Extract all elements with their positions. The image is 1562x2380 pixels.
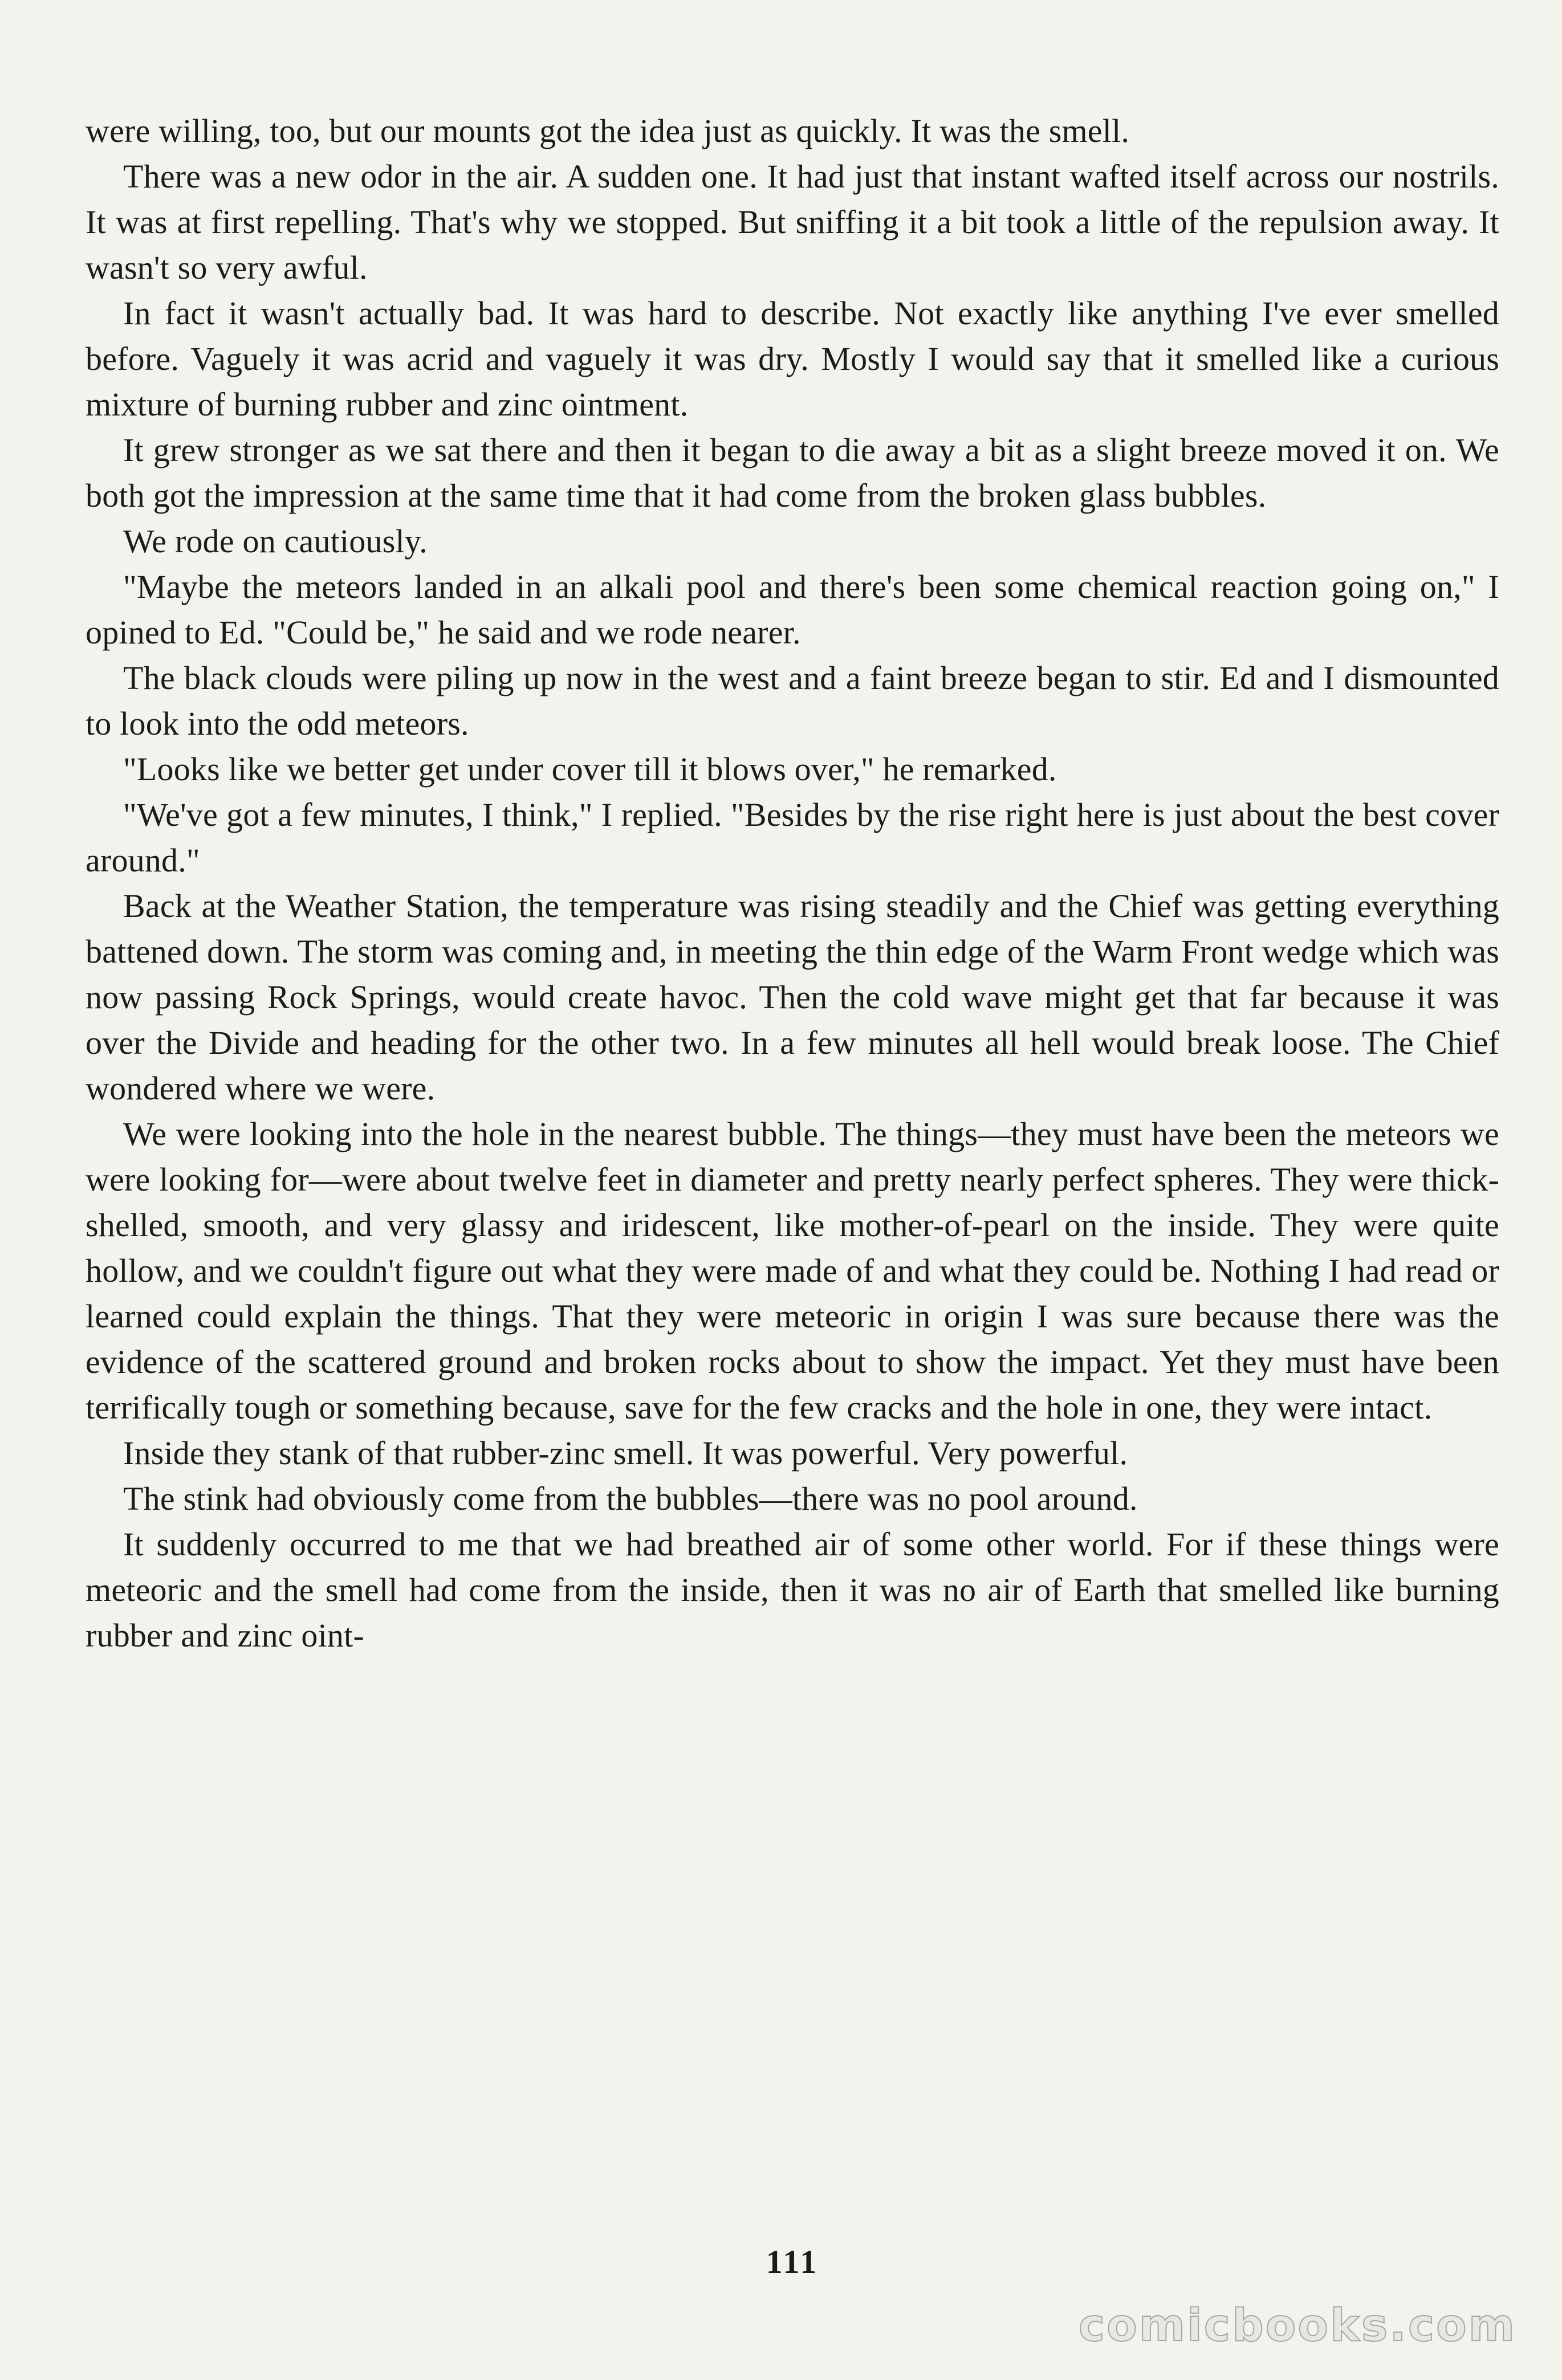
page-number: 111 <box>766 2243 819 2280</box>
paragraph: It suddenly occurred to me that we had breathed air of some other world. For if these things were meteoric and the smell had come from the inside, then it was no air of Earth that smelled like burning rubber and zinc oint- <box>86 1526 1499 1654</box>
paragraph: Back at the Weather Station, the temperature was rising steadily and the Chief was getting everything battened down. The storm was coming and, in meeting the thin edge of the Warm Front wedge which was now passing Rock Springs, would create havoc. Then the cold wave might get that far because it was over the Divide and heading for the other two. In a few minutes all hell would break loose. The Chief wondered where we were. <box>86 887 1499 1107</box>
paragraph: We were looking into the hole in the nearest bubble. The things—they must have been the meteors we were looking for—were about twelve feet in diameter and pretty nearly perfect spheres. They were thick-shelled, smooth, and very glassy and iridescent, like mother-of-pearl on the inside. They were quite hollow, and we couldn't figure out what they were made of and what they could be. Nothing I had read or learned could explain the things. That they were meteoric in origin I was sure because there was the evidence of the scattered ground and broken rocks about to show the impact. Yet they must have been terrifically tough or something because, save for the few cracks and the hole in one, they were intact. <box>86 1115 1499 1426</box>
paragraph: It grew stronger as we sat there and then it began to die away a bit as a slight breeze moved it on. We both got the impression at the same time that it had come from the broken glass bubbles. <box>86 431 1499 514</box>
paragraph: were willing, too, but our mounts got the idea just as quickly. It was the smell. <box>86 112 1130 149</box>
paragraph: Inside they stank of that rubber-zinc smell. It was powerful. Very powerful. <box>123 1434 1128 1472</box>
book-page <box>86 108 1499 2280</box>
paragraph: We rode on cautiously. <box>123 523 428 560</box>
body-text <box>86 108 1499 1658</box>
watermark: comicbooks.com <box>1078 2300 1516 2352</box>
paragraph: The stink had obviously come from the bubbles—there was no pool around. <box>123 1480 1138 1517</box>
paragraph: There was a new odor in the air. A sudden one. It had just that instant wafted itself across our nostrils. It was at first repelling. That's why we stopped. But sniffing it a bit took a little of the repulsion away. It wasn't so very awful. <box>86 158 1499 286</box>
paragraph: "Looks like we better get under cover till it blows over," he remarked. <box>123 751 1057 788</box>
paragraph: In fact it wasn't actually bad. It was hard to describe. Not exactly like anything I've ever smelled before. Vaguely it was acrid and vaguely it was dry. Mostly I would say that it smelled like a curious mixture of burning rubber and zinc ointment. <box>86 295 1499 423</box>
paragraph: "Maybe the meteors landed in an alkali pool and there's been some chemical reaction going on," I opined to Ed. "Could be," he said and we rode nearer. <box>86 568 1499 651</box>
paragraph: "We've got a few minutes, I think," I replied. "Besides by the rise right here is just about the best cover around." <box>86 796 1499 879</box>
paragraph: The black clouds were piling up now in the west and a faint breeze began to stir. Ed and I dismounted to look into the odd meteors. <box>86 659 1499 742</box>
